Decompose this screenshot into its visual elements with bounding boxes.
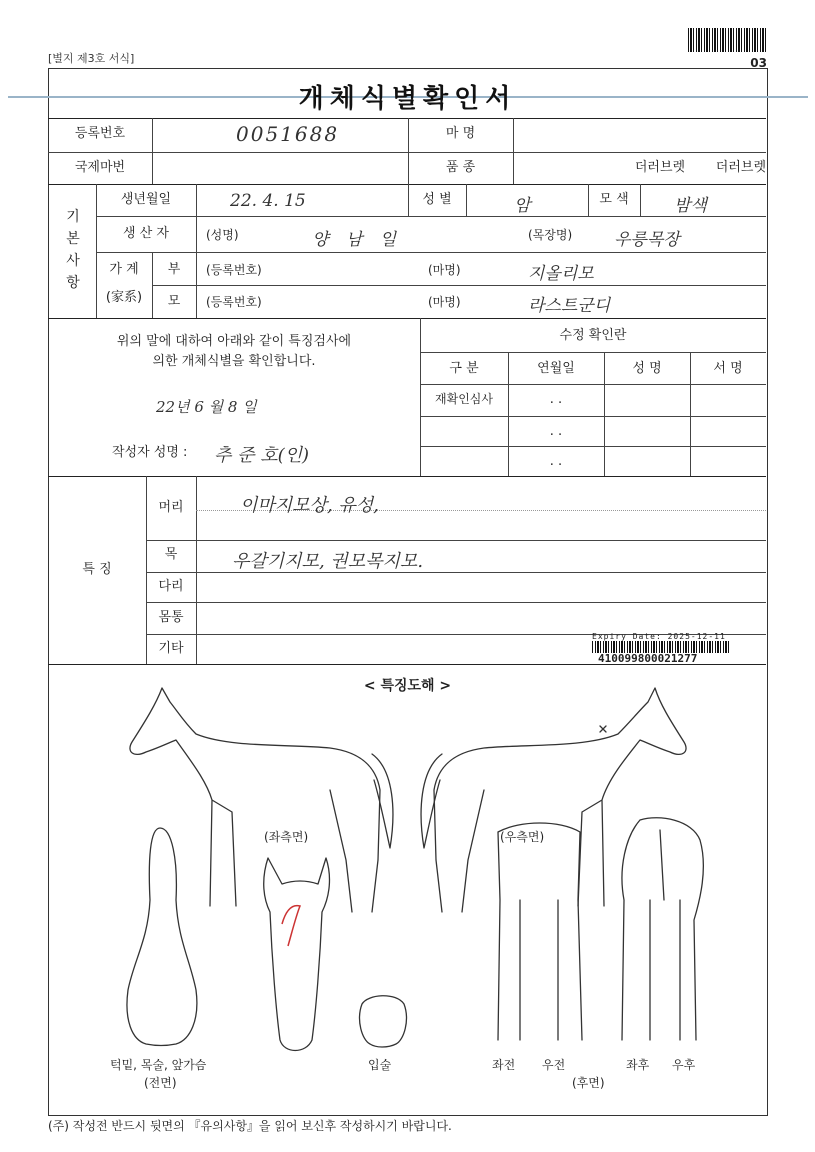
- dam-name-tag: (마명): [428, 295, 461, 309]
- sex-value: 암: [514, 196, 531, 216]
- label-lips: 입술: [368, 1058, 392, 1072]
- revision-col-date: 연월일: [537, 361, 575, 376]
- label-right-fore: 우전: [542, 1058, 566, 1072]
- breed-label: 품 종: [445, 160, 476, 175]
- producer-label: 생 산 자: [123, 226, 169, 241]
- right-side-horse-outline: [434, 688, 686, 912]
- color-value: 밤색: [674, 196, 707, 216]
- birth-value: 22. 4. 15: [230, 191, 306, 211]
- lips-outline: [360, 996, 407, 1047]
- producer-name-value: 양 남 일: [312, 230, 403, 250]
- intl-no-label: 국제마번: [74, 160, 126, 175]
- horse-name-label: 마 명: [445, 126, 476, 141]
- sire-label: 부: [167, 262, 181, 277]
- revision-col-sign: 서 명: [713, 361, 743, 376]
- color-label: 모 색: [599, 192, 629, 207]
- revision-title: 수정 확인란: [559, 328, 627, 343]
- confirm-statement-1: 위의 말에 대하여 아래와 같이 특징검사에: [116, 334, 352, 349]
- features-legs-label: 다리: [158, 579, 184, 594]
- label-left-fore: 좌전: [492, 1058, 516, 1072]
- label-rear-view: (후면): [572, 1076, 605, 1090]
- dam-label: 모: [167, 294, 181, 309]
- revision-row1-label: 재확인심사: [435, 392, 493, 406]
- left-side-tail: [372, 754, 393, 848]
- label-left-side: (좌측면): [264, 830, 309, 844]
- features-head-label: 머리: [158, 500, 184, 515]
- label-right-side: (우측면): [500, 830, 545, 844]
- sticker-barcode-number: 410099800021277: [598, 652, 698, 665]
- producer-name-tag: (성명): [206, 228, 239, 242]
- farm-tag: (목장명): [528, 228, 573, 242]
- breed-value-text: 더러브렛: [634, 160, 686, 175]
- family-hanja: (家系): [105, 290, 143, 305]
- dam-name-value: 라스트군디: [528, 296, 611, 316]
- right-side-tail: [421, 754, 442, 848]
- revision-row3-date: . .: [549, 454, 563, 469]
- head-red-mark: [282, 906, 300, 946]
- confirm-date: 22년 6 월 8 일: [156, 398, 257, 416]
- features-head-value: 이마지모상, 유성,: [240, 495, 379, 516]
- dam-reg-tag: (등록번호): [206, 295, 262, 309]
- revision-row2-date: . .: [549, 424, 563, 439]
- birth-label: 생년월일: [120, 192, 172, 207]
- front-neck-outline: [127, 828, 197, 1046]
- revision-col-name: 성 명: [632, 361, 662, 376]
- features-neck-label: 목: [164, 547, 178, 562]
- rear-view-outline: [622, 818, 703, 1040]
- diagram-title: < 특징도해 >: [363, 678, 452, 694]
- head-front-outline: [264, 858, 330, 1051]
- sire-reg-tag: (등록번호): [206, 263, 262, 277]
- family-label: 가 계: [109, 262, 139, 277]
- sire-name-value: 지올리모: [528, 264, 594, 284]
- revision-col-type: 구 분: [449, 361, 479, 376]
- form-number-label: [별지 제3호 서식]: [48, 52, 135, 65]
- confirm-statement-2: 의한 개체식별을 확인합니다.: [152, 354, 316, 369]
- footer-note: (주) 작성전 반드시 뒷면의 『유의사항』을 읽어 보신후 작성하시기 바랍니다.: [48, 1119, 452, 1133]
- writer-value: 추 준 호(인): [214, 445, 310, 466]
- sex-label: 성 별: [422, 192, 452, 207]
- page-title: 개체식별확인서: [298, 84, 517, 114]
- farm-value: 우릉목장: [614, 230, 680, 250]
- label-front-caption: 턱밑, 목술, 앞가슴: [110, 1058, 207, 1072]
- label-front-view: (전면): [144, 1076, 177, 1090]
- revision-row1-date: . .: [549, 392, 563, 407]
- sire-name-tag: (마명): [428, 263, 461, 277]
- reg-no-value: 0051688: [236, 122, 340, 146]
- reg-no-label: 등록번호: [74, 126, 126, 141]
- features-other-label: 기타: [158, 641, 184, 656]
- breed-value: 더러브렛: [715, 160, 766, 175]
- label-left-hind: 좌후: [626, 1058, 650, 1072]
- features-neck-value: 우갈기지모, 권모목지모.: [232, 551, 424, 572]
- features-section-label: 특 징: [82, 562, 112, 577]
- left-side-horse-outline: [130, 688, 380, 912]
- right-side-mark: [600, 726, 606, 732]
- label-right-hind: 우후: [672, 1058, 696, 1072]
- features-body-label: 몸통: [158, 610, 184, 625]
- page-number: 03: [750, 56, 767, 70]
- writer-label: 작성자 성명 :: [112, 445, 188, 460]
- basic-section-label: 기 본 사 항: [66, 209, 80, 291]
- expiry-date: Expiry Date: 2025-12-11: [592, 632, 726, 641]
- front-legs-outline: [498, 823, 582, 1040]
